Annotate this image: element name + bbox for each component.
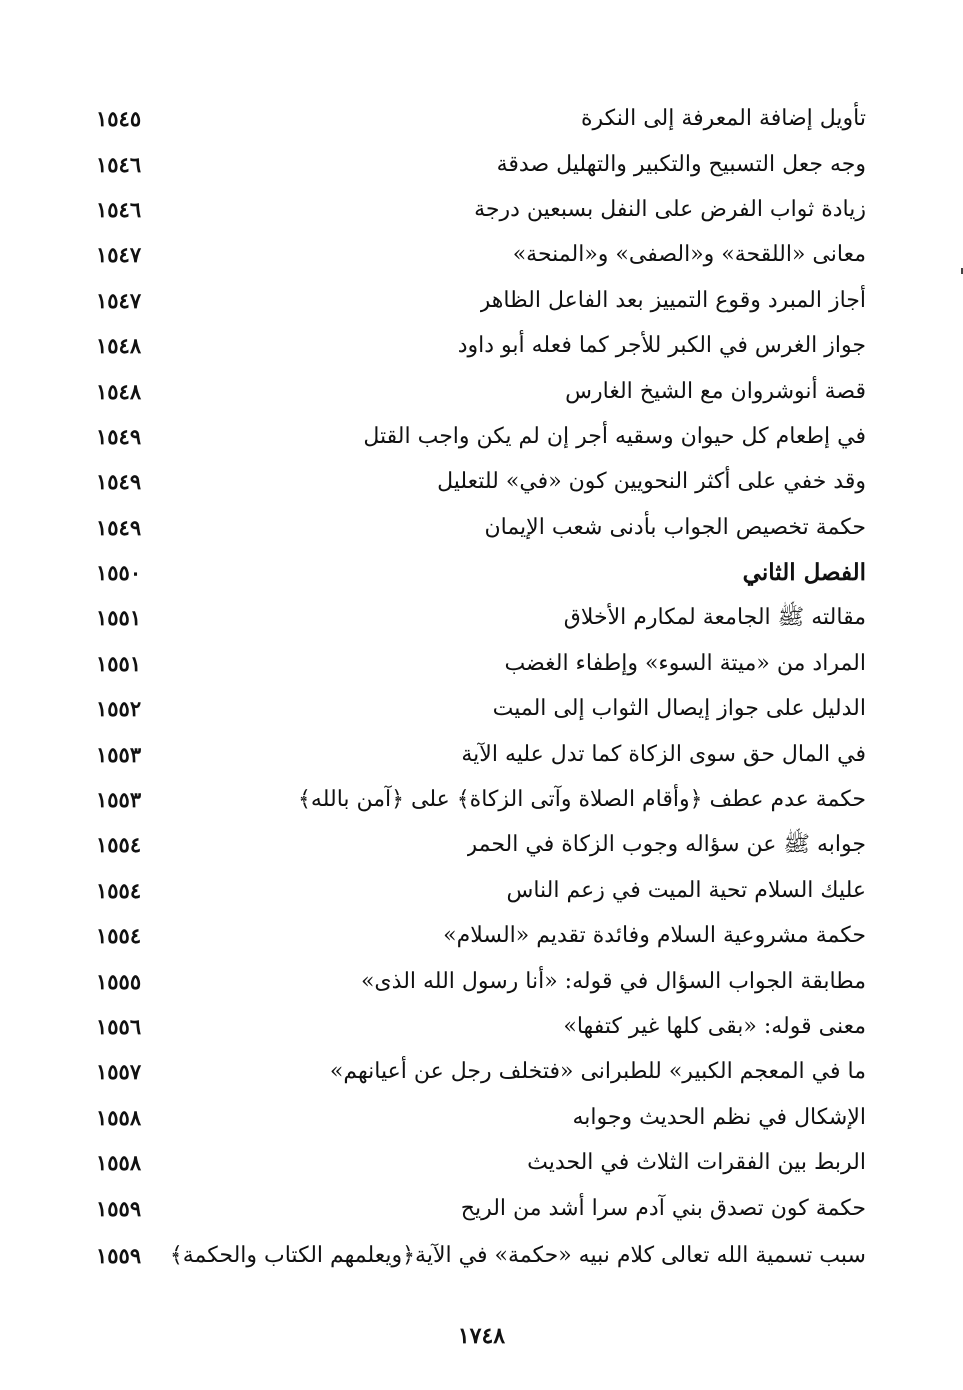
- toc-entry-title: ما في المعجم الكبير» للطبرانى «فتخلف رجل عن أعيانهم»: [329, 1059, 866, 1085]
- toc-entry: [96, 1004, 866, 1049]
- toc-entry-page: ١٥٥٤: [96, 923, 142, 949]
- toc-entry-title: تأويل إضافة المعرفة إلى النكرة: [580, 106, 866, 132]
- toc-entry: [96, 958, 866, 1003]
- toc-entry: [96, 278, 866, 323]
- toc-entry-page: ١٥٥٢: [96, 696, 142, 722]
- toc-entry-page: ١٥٤٩: [96, 514, 142, 540]
- toc-entry-title: وجه جعل التسبيح والتكبير والتهليل صدقة: [496, 151, 866, 177]
- section-heading-title: الفصل الثاني: [742, 559, 866, 587]
- toc-entry-page: ١٥٥٨: [96, 1150, 142, 1176]
- toc-entry-title: حكمة عدم عطف ﴿وأقام الصلاة وآتى الزكاة﴾ على ﴿آمن بالله﴾: [298, 787, 866, 813]
- toc-entry-title: وقد خفي على أكثر النحويين كون «في» للتعليل: [437, 469, 866, 495]
- toc-entry: [96, 731, 866, 776]
- toc-entry-page: ١٥٤٨: [96, 333, 142, 359]
- toc-entry-page: ١٥٤٦: [96, 151, 142, 177]
- toc-entry-page: ١٥٤٧: [96, 242, 142, 268]
- toc-entry-page: ١٥٥٤: [96, 832, 142, 858]
- toc-entry-page: ١٥٥٧: [96, 1059, 142, 1085]
- toc-entry-page: ١٥٤٧: [96, 287, 142, 313]
- toc-entry-page: ١٥٤٩: [96, 423, 142, 449]
- toc-entry-title: سبب تسمية الله تعالى كلام نبيه «حكمة» في الآية﴿ويعلمهم الكتاب والحكمة﴾: [169, 1242, 866, 1268]
- toc-entry-page: ١٥٥٨: [96, 1104, 142, 1130]
- toc-entry-page: ١٥٥١: [96, 650, 142, 676]
- toc-entry-page: ١٥٤٩: [96, 469, 142, 495]
- toc-entry-title: الدليل على جواز إيصال الثواب إلى الميت: [492, 696, 866, 722]
- toc-entry: [96, 459, 866, 504]
- toc-section-heading: [96, 550, 866, 595]
- toc-entry-title: أجاز المبرد وقوع التمييز بعد الفاعل الظاهر: [479, 287, 866, 313]
- toc-entry-page: ١٥٥٩: [96, 1242, 142, 1268]
- toc-entry: [96, 368, 866, 413]
- toc-entry: [96, 868, 866, 913]
- toc-entry: [96, 414, 866, 459]
- toc-entry: [96, 641, 866, 686]
- page-number: ١٧٤٨: [457, 1323, 506, 1349]
- toc-entry-multiline: [96, 1231, 866, 1279]
- toc-entry-page: ١٥٥٥: [96, 968, 142, 994]
- toc-entry-title: معنى قوله: «بقى كلها غير كتفها»: [563, 1014, 866, 1039]
- toc-entry-page: ١٥٤٥: [96, 106, 142, 132]
- toc-entry-page: ١٥٥٣: [96, 741, 142, 767]
- toc-entry: [96, 323, 866, 368]
- toc-entry: [96, 913, 866, 958]
- toc-entry-title: مطابقة الجواب السؤال في قوله: «أنا رسول الله الذى»: [360, 968, 866, 994]
- toc-entry: [96, 96, 866, 141]
- toc-entry-page: ١٥٥٠: [96, 560, 142, 586]
- toc-entry-page: ١٥٥١: [96, 605, 142, 631]
- toc-entry: [96, 1185, 866, 1230]
- toc-entry: [96, 187, 866, 232]
- toc-entry: [96, 505, 866, 550]
- toc-entry-page: ١٥٤٦: [96, 196, 142, 222]
- toc-entry-page: ١٥٥٤: [96, 877, 142, 903]
- toc-entry-page: ١٥٥٩: [96, 1195, 142, 1221]
- toc-entry: [96, 595, 866, 640]
- toc-entry: [96, 822, 866, 867]
- toc-entry-page: ١٥٥٣: [96, 787, 142, 813]
- toc-entry: [96, 686, 866, 731]
- toc-entry: [96, 1140, 866, 1185]
- toc-entry-title: في إطعام كل حيوان وسقيه أجر إن لم يكن واجب القتل: [363, 423, 866, 449]
- toc-entry-title: حكمة تخصيص الجواب بأدنى شعب الإيمان: [484, 514, 866, 540]
- toc-entry-title: جواز الغرس في الكبر للأجر كما فعله أبو داود: [457, 333, 866, 359]
- toc-entry-title: معانى «اللقحة» و«الصفى» و«المنحة»: [512, 242, 866, 268]
- toc-entry-title: قصة أنوشروان مع الشيخ الغارس: [565, 378, 866, 404]
- toc-entry-title: مقالته ﷺ الجامعة لمكارم الأخلاق: [563, 605, 866, 631]
- table-of-contents: [96, 96, 866, 1279]
- toc-entry: [96, 1095, 866, 1140]
- toc-entry-title: المراد من «ميتة السوء» وإطفاء الغضب: [504, 650, 866, 676]
- toc-entry-page: ١٥٤٨: [96, 378, 142, 404]
- toc-entry-title: جوابه ﷺ عن سؤاله وجوب الزكاة في الحمر: [466, 832, 866, 858]
- toc-entry-title: حكمة كون تصدق بني آدم سرا أشد من الريح: [460, 1195, 866, 1221]
- toc-entry: [96, 232, 866, 277]
- toc-entry-title: حكمة مشروعية السلام وفائدة تقديم «السلام»: [443, 923, 866, 949]
- toc-entry-title: عليك السلام تحية الميت في زعم الناس: [506, 877, 866, 903]
- toc-entry-page: ١٥٥٦: [96, 1014, 142, 1039]
- toc-entry: [96, 777, 866, 822]
- toc-entry-title: زيادة ثواب الفرض على النفل بسبعين درجة: [474, 196, 866, 222]
- toc-entry-title: في المال حق سوى الزكاة كما تدل عليه الآية: [461, 741, 866, 767]
- toc-entry: [96, 1049, 866, 1094]
- toc-entry-title: الإشكال في نظم الحديث وجوابه: [572, 1104, 866, 1130]
- toc-entry-title: الربط بين الفقرات الثلاث في الحديث: [527, 1150, 866, 1176]
- toc-entry: [96, 141, 866, 186]
